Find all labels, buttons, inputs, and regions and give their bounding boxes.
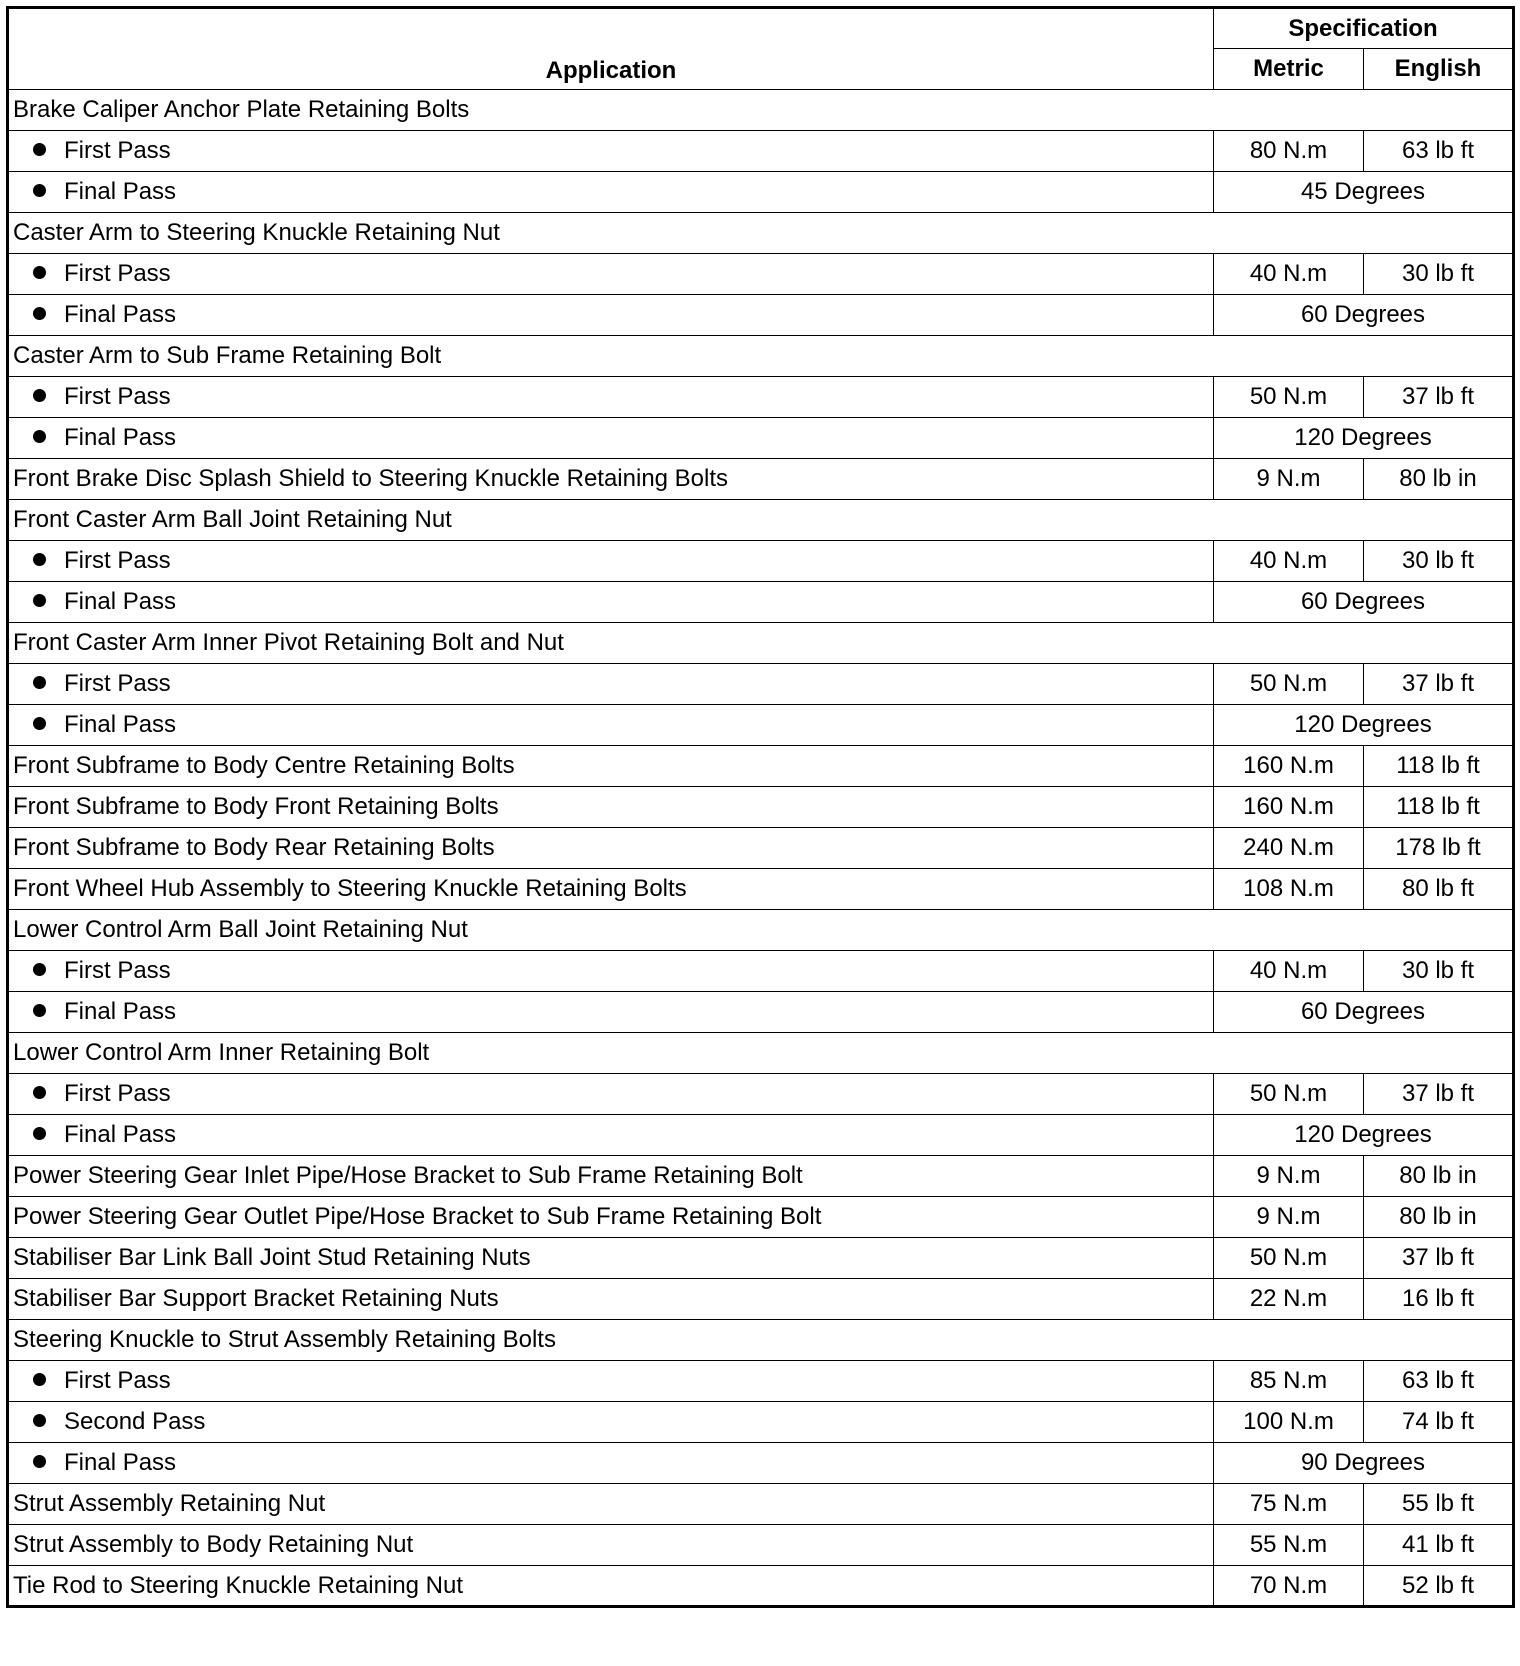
angle-value: 45 Degrees (1214, 172, 1514, 213)
group-heading: Lower Control Arm Ball Joint Retaining Nut (8, 910, 1514, 951)
table-row (8, 1197, 1514, 1238)
torque-spec-table (6, 6, 1515, 1608)
column-header-english: English (1364, 49, 1514, 90)
metric-value: 75 N.m (1214, 1484, 1364, 1525)
english-value: 118 lb ft (1364, 746, 1514, 787)
table-row (8, 623, 1514, 664)
metric-value: 240 N.m (1214, 828, 1364, 869)
bullet-icon (33, 594, 46, 607)
pass-label: First Pass (64, 1367, 171, 1394)
pass-label-cell (8, 418, 1214, 459)
table-row (8, 1156, 1514, 1197)
table-row (8, 213, 1514, 254)
english-value: 80 lb in (1364, 1197, 1514, 1238)
pass-label-cell (8, 172, 1214, 213)
pass-label-cell (8, 1074, 1214, 1115)
bullet-icon (33, 1455, 46, 1468)
pass-label-cell (8, 1402, 1214, 1443)
angle-value: 120 Degrees (1214, 1115, 1514, 1156)
english-value: 37 lb ft (1364, 377, 1514, 418)
pass-label-cell (8, 377, 1214, 418)
metric-value: 100 N.m (1214, 1402, 1364, 1443)
bullet-icon (33, 963, 46, 976)
table-row (8, 418, 1514, 459)
metric-value: 108 N.m (1214, 869, 1364, 910)
pass-label-cell (8, 295, 1214, 336)
pass-label: First Pass (64, 670, 171, 697)
angle-value: 90 Degrees (1214, 1443, 1514, 1484)
group-heading: Front Caster Arm Inner Pivot Retaining Bolt and Nut (8, 623, 1514, 664)
table-row (8, 746, 1514, 787)
application-cell: Strut Assembly Retaining Nut (8, 1484, 1214, 1525)
metric-value: 50 N.m (1214, 377, 1364, 418)
bullet-icon (33, 266, 46, 279)
metric-value: 50 N.m (1214, 664, 1364, 705)
metric-value: 9 N.m (1214, 1197, 1364, 1238)
metric-value: 9 N.m (1214, 1156, 1364, 1197)
english-value: 30 lb ft (1364, 951, 1514, 992)
english-value: 16 lb ft (1364, 1279, 1514, 1320)
bullet-icon (33, 553, 46, 566)
metric-value: 70 N.m (1214, 1566, 1364, 1607)
table-row (8, 951, 1514, 992)
english-value: 37 lb ft (1364, 664, 1514, 705)
table-row (8, 131, 1514, 172)
metric-value: 55 N.m (1214, 1525, 1364, 1566)
pass-label-cell (8, 1115, 1214, 1156)
english-value: 80 lb in (1364, 459, 1514, 500)
pass-label: First Pass (64, 383, 171, 410)
pass-label: Final Pass (64, 1121, 177, 1148)
bullet-icon (33, 1086, 46, 1099)
bullet-icon (33, 389, 46, 402)
pass-label-cell (8, 664, 1214, 705)
table-row (8, 1525, 1514, 1566)
table-row (8, 1320, 1514, 1361)
group-heading: Front Caster Arm Ball Joint Retaining Nut (8, 500, 1514, 541)
english-value: 80 lb ft (1364, 869, 1514, 910)
bullet-icon (33, 1127, 46, 1140)
table-row (8, 664, 1514, 705)
english-value: 74 lb ft (1364, 1402, 1514, 1443)
pass-label-cell (8, 541, 1214, 582)
table-row (8, 1279, 1514, 1320)
metric-value: 40 N.m (1214, 951, 1364, 992)
pass-label-cell (8, 1361, 1214, 1402)
angle-value: 120 Degrees (1214, 705, 1514, 746)
english-value: 63 lb ft (1364, 131, 1514, 172)
application-cell: Tie Rod to Steering Knuckle Retaining Nut (8, 1566, 1214, 1607)
bullet-icon (33, 717, 46, 730)
english-value: 118 lb ft (1364, 787, 1514, 828)
pass-label: Final Pass (64, 301, 177, 328)
table-row (8, 1402, 1514, 1443)
pass-label: Final Pass (64, 424, 177, 451)
english-value: 30 lb ft (1364, 541, 1514, 582)
table-row (8, 869, 1514, 910)
metric-value: 40 N.m (1214, 254, 1364, 295)
metric-value: 50 N.m (1214, 1238, 1364, 1279)
english-value: 52 lb ft (1364, 1566, 1514, 1607)
group-heading: Lower Control Arm Inner Retaining Bolt (8, 1033, 1514, 1074)
pass-label: Second Pass (64, 1408, 206, 1435)
english-value: 63 lb ft (1364, 1361, 1514, 1402)
application-cell: Power Steering Gear Outlet Pipe/Hose Bracket to Sub Frame Retaining Bolt (8, 1197, 1214, 1238)
column-header-metric: Metric (1214, 49, 1364, 90)
angle-value: 60 Degrees (1214, 992, 1514, 1033)
pass-label-cell (8, 705, 1214, 746)
application-cell: Front Subframe to Body Centre Retaining Bolts (8, 746, 1214, 787)
pass-label-cell (8, 131, 1214, 172)
pass-label-cell (8, 582, 1214, 623)
column-header-specification: Specification (1214, 8, 1514, 49)
metric-value: 22 N.m (1214, 1279, 1364, 1320)
metric-value: 160 N.m (1214, 746, 1364, 787)
metric-value: 50 N.m (1214, 1074, 1364, 1115)
pass-label: Final Pass (64, 998, 177, 1025)
application-cell: Stabiliser Bar Support Bracket Retaining Nuts (8, 1279, 1214, 1320)
pass-label: First Pass (64, 547, 171, 574)
table-row (8, 336, 1514, 377)
pass-label: Final Pass (64, 588, 177, 615)
pass-label: First Pass (64, 957, 171, 984)
group-heading: Caster Arm to Steering Knuckle Retaining Nut (8, 213, 1514, 254)
english-value: 178 lb ft (1364, 828, 1514, 869)
table-row (8, 787, 1514, 828)
bullet-icon (33, 1414, 46, 1427)
table-row (8, 459, 1514, 500)
group-heading: Steering Knuckle to Strut Assembly Retaining Bolts (8, 1320, 1514, 1361)
english-value: 37 lb ft (1364, 1238, 1514, 1279)
pass-label: Final Pass (64, 711, 177, 738)
english-value: 80 lb in (1364, 1156, 1514, 1197)
table-row (8, 1484, 1514, 1525)
pass-label-cell (8, 951, 1214, 992)
column-header-application: Application (8, 8, 1214, 90)
pass-label: First Pass (64, 137, 171, 164)
application-cell: Front Subframe to Body Front Retaining Bolts (8, 787, 1214, 828)
group-heading: Brake Caliper Anchor Plate Retaining Bolts (8, 90, 1514, 131)
application-cell: Front Brake Disc Splash Shield to Steering Knuckle Retaining Bolts (8, 459, 1214, 500)
angle-value: 120 Degrees (1214, 418, 1514, 459)
application-cell: Power Steering Gear Inlet Pipe/Hose Bracket to Sub Frame Retaining Bolt (8, 1156, 1214, 1197)
pass-label-cell (8, 254, 1214, 295)
metric-value: 80 N.m (1214, 131, 1364, 172)
pass-label-cell (8, 992, 1214, 1033)
metric-value: 40 N.m (1214, 541, 1364, 582)
table-row (8, 992, 1514, 1033)
table-row (8, 828, 1514, 869)
bullet-icon (33, 184, 46, 197)
application-cell: Stabiliser Bar Link Ball Joint Stud Retaining Nuts (8, 1238, 1214, 1279)
english-value: 41 lb ft (1364, 1525, 1514, 1566)
header-row-top (8, 8, 1514, 49)
table-row (8, 377, 1514, 418)
pass-label: First Pass (64, 260, 171, 287)
table-row (8, 295, 1514, 336)
table-row (8, 705, 1514, 746)
bullet-icon (33, 143, 46, 156)
group-heading: Caster Arm to Sub Frame Retaining Bolt (8, 336, 1514, 377)
application-cell: Strut Assembly to Body Retaining Nut (8, 1525, 1214, 1566)
table-row (8, 582, 1514, 623)
angle-value: 60 Degrees (1214, 295, 1514, 336)
table-row (8, 1566, 1514, 1607)
application-cell: Front Subframe to Body Rear Retaining Bolts (8, 828, 1214, 869)
table-body (8, 90, 1514, 1607)
bullet-icon (33, 1004, 46, 1017)
bullet-icon (33, 430, 46, 443)
pass-label-cell (8, 1443, 1214, 1484)
table-row (8, 1361, 1514, 1402)
pass-label: Final Pass (64, 178, 177, 205)
pass-label: Final Pass (64, 1449, 177, 1476)
table-row (8, 254, 1514, 295)
table-row (8, 1033, 1514, 1074)
table-row (8, 1238, 1514, 1279)
table-row (8, 1115, 1514, 1156)
english-value: 30 lb ft (1364, 254, 1514, 295)
table-row (8, 172, 1514, 213)
table-row (8, 910, 1514, 951)
angle-value: 60 Degrees (1214, 582, 1514, 623)
metric-value: 9 N.m (1214, 459, 1364, 500)
table-row (8, 541, 1514, 582)
application-cell: Front Wheel Hub Assembly to Steering Knuckle Retaining Bolts (8, 869, 1214, 910)
english-value: 37 lb ft (1364, 1074, 1514, 1115)
english-value: 55 lb ft (1364, 1484, 1514, 1525)
pass-label: First Pass (64, 1080, 171, 1107)
table-row (8, 90, 1514, 131)
bullet-icon (33, 1373, 46, 1386)
metric-value: 85 N.m (1214, 1361, 1364, 1402)
table-row (8, 1443, 1514, 1484)
metric-value: 160 N.m (1214, 787, 1364, 828)
bullet-icon (33, 307, 46, 320)
table-row (8, 500, 1514, 541)
bullet-icon (33, 676, 46, 689)
table-row (8, 1074, 1514, 1115)
